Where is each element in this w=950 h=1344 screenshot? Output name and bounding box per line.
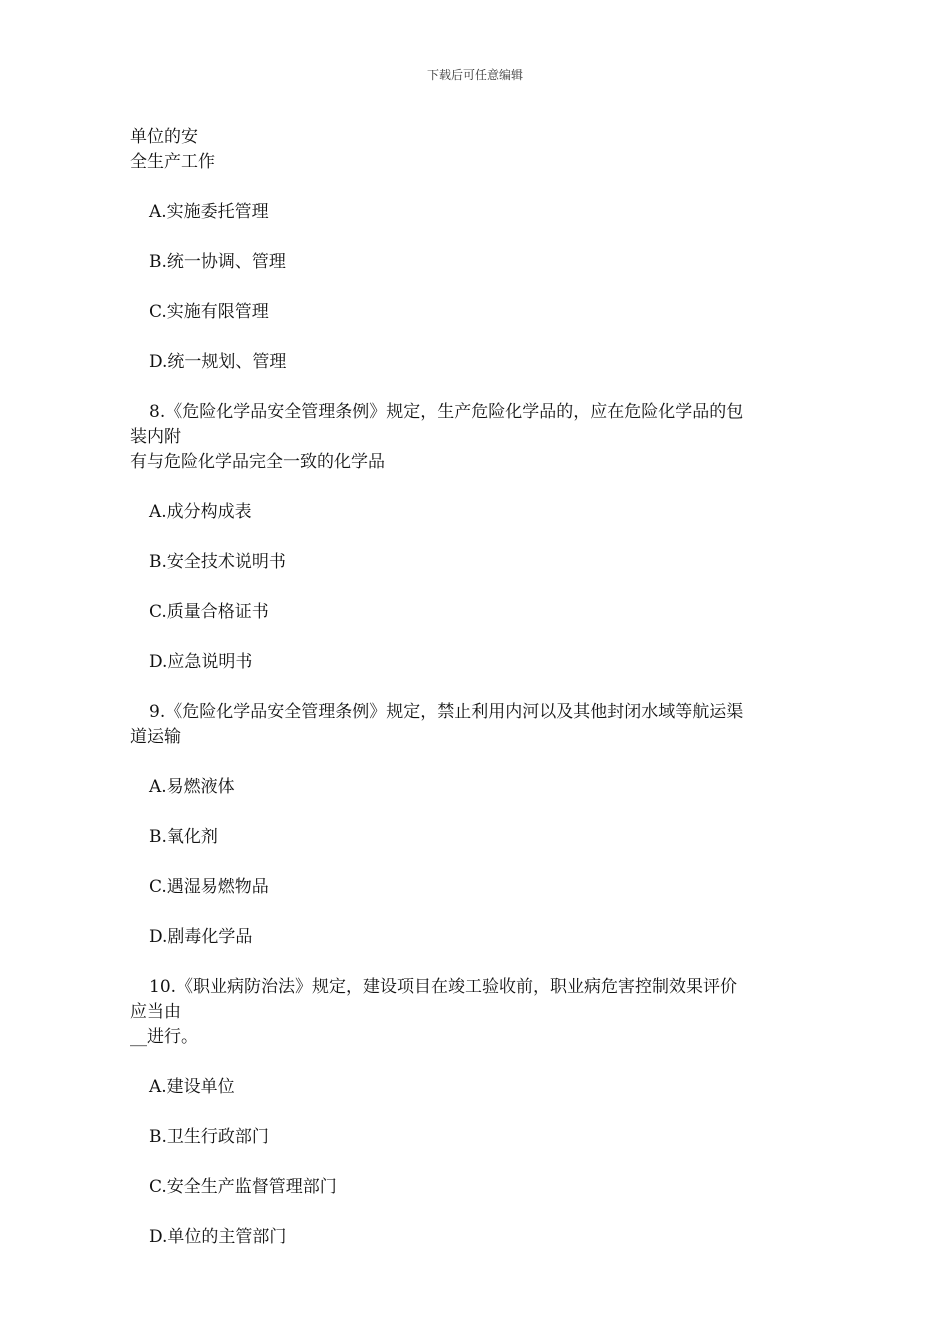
question-8-option-b: B.安全技术说明书 [149, 552, 286, 572]
question-7-option-a: A.实施委托管理 [149, 202, 269, 222]
question-8-option-c: C.质量合格证书 [149, 602, 269, 622]
question-9 [130, 700, 830, 975]
question-10-option-a: A.建设单位 [149, 1077, 235, 1097]
question-9-option-d: D.剧毒化学品 [149, 927, 253, 947]
question-8-option-a: A.成分构成表 [149, 502, 252, 522]
question-10-option-d: D.单位的主管部门 [149, 1227, 287, 1247]
question-9-stem-line-1: 9.《危险化学品安全管理条例》规定，禁止利用内河以及其他封闭水域等航运渠 [149, 702, 744, 722]
question-8-stem-line-3: 有与危险化学品完全一致的化学品 [130, 452, 385, 472]
question-7-option-d: D.统一规划、管理 [149, 352, 287, 372]
question-9-stem-line-2: 道运输 [130, 727, 181, 747]
question-8-option-d: D.应急说明书 [149, 652, 253, 672]
document-body [130, 125, 830, 1250]
question-10-stem-line-2: 应当由 [130, 1002, 181, 1022]
question-7-stem-line-1: 单位的安 [130, 127, 198, 147]
question-7-option-c: C.实施有限管理 [149, 302, 269, 322]
question-10-option-b: B.卫生行政部门 [149, 1127, 269, 1147]
question-9-option-a: A.易燃液体 [149, 777, 235, 797]
question-8-stem-line-2: 装内附 [130, 427, 181, 447]
question-10-stem-line-3: __进行。 [130, 1027, 198, 1047]
question-7-option-b: B.统一协调、管理 [149, 252, 286, 272]
question-10 [130, 975, 830, 1250]
question-10-stem-line-1: 10.《职业病防治法》规定，建设项目在竣工验收前，职业病危害控制效果评价 [149, 977, 738, 997]
question-8 [130, 400, 830, 700]
question-7-stem-line-2: 全生产工作 [130, 152, 215, 172]
question-7 [130, 125, 830, 400]
question-9-option-b: B.氧化剂 [149, 827, 218, 847]
page-header: 下载后可任意编辑 [426, 68, 523, 82]
question-9-option-c: C.遇湿易燃物品 [149, 877, 269, 897]
question-8-stem-line-1: 8.《危险化学品安全管理条例》规定，生产危险化学品的，应在危险化学品的包 [149, 402, 744, 422]
question-10-option-c: C.安全生产监督管理部门 [149, 1177, 337, 1197]
